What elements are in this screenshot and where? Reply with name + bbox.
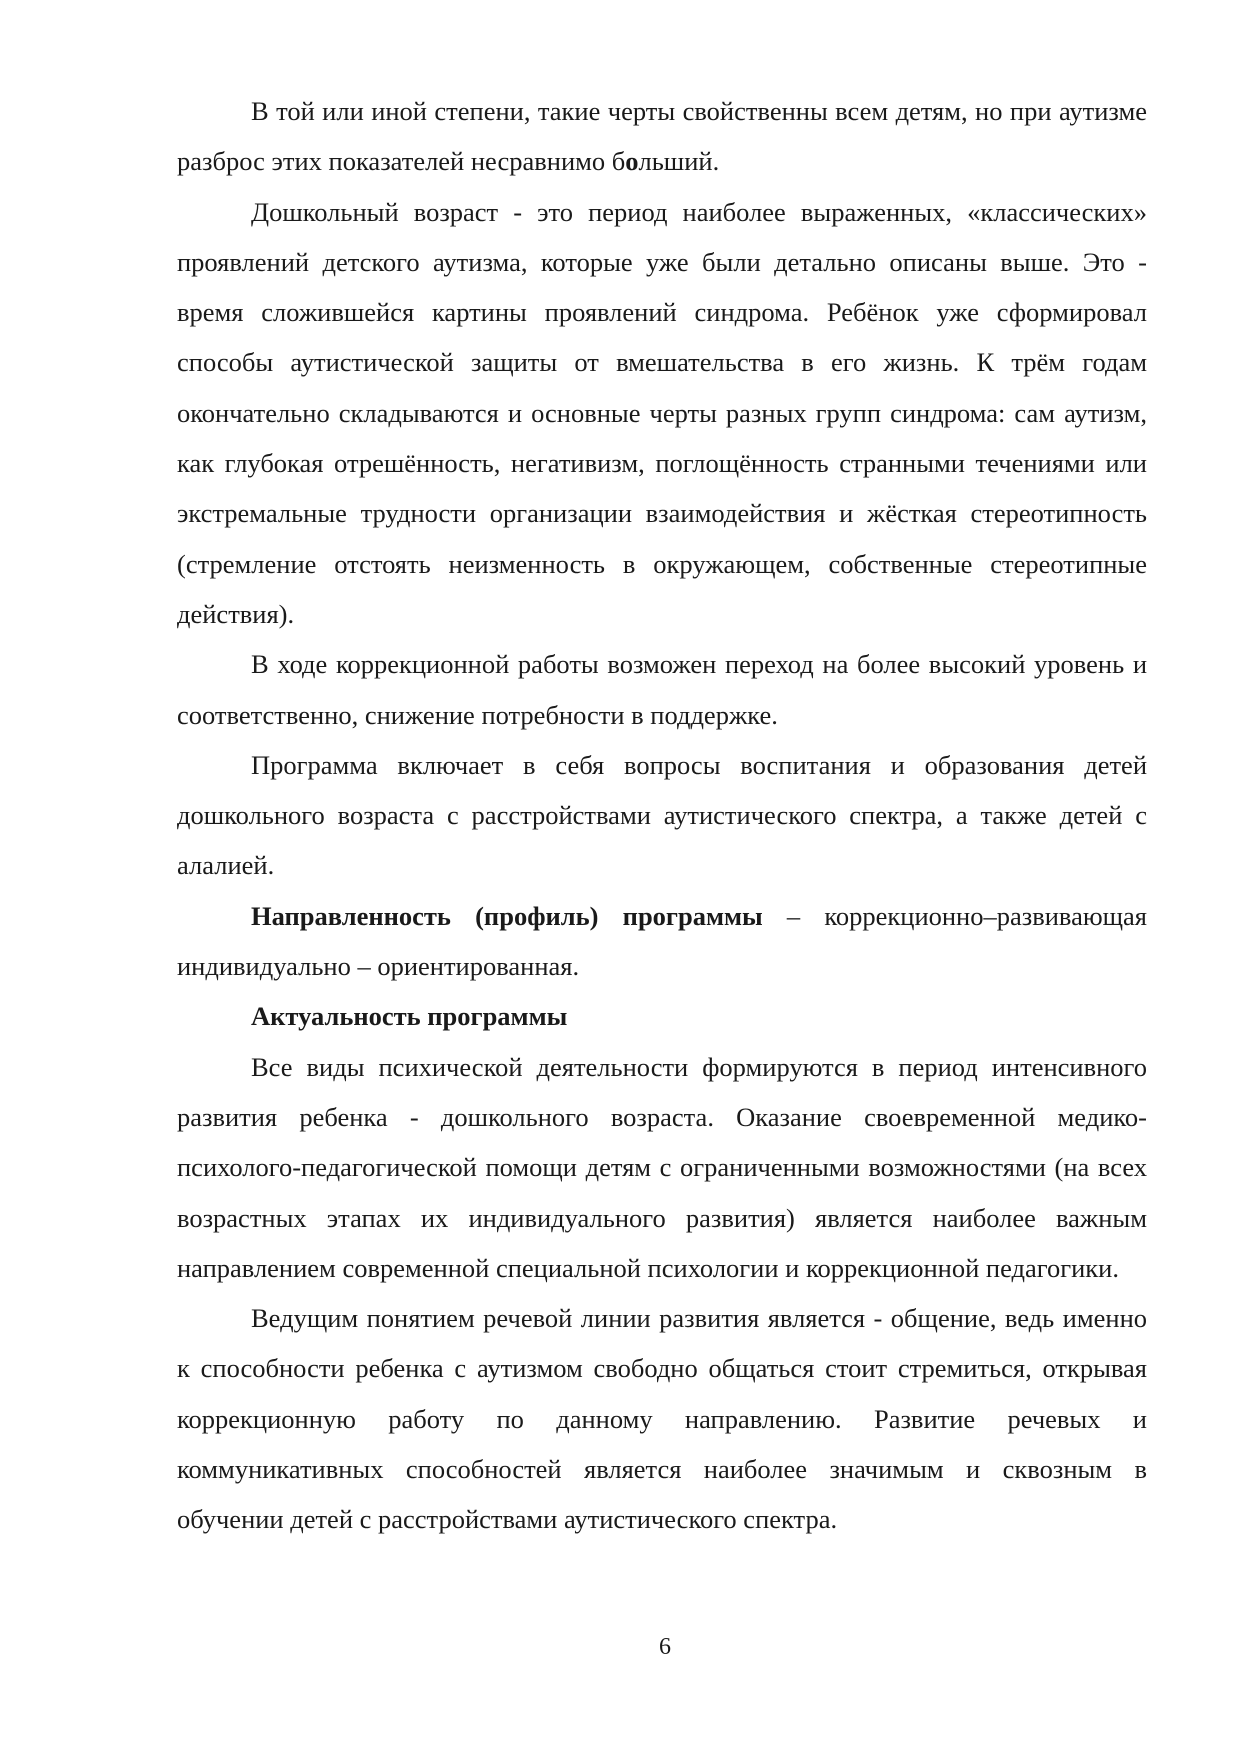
program-direction-text: – коррекционно–развивающая индивидуально – ориентированная. <box>177 900 1147 982</box>
paragraph-6: Все виды психической деятельности формируются в период интенсивного развития ребенка - дошкольного возраста. Оказание своевременной медико-психолого-педагогической помощи детям с ограниченными возможностями (на всех возрастных этапах их индивидуального развития) является наиболее важным направлением современной специальной психологии и коррекционной педагогики. <box>177 1051 1147 1283</box>
paragraph-3: В ходе коррекционной работы возможен переход на более высокий уровень и соответственно, снижение потребности в поддержке. <box>177 649 1147 730</box>
paragraph-2: Дошкольный возраст - это период наиболее выраженных, «классических» проявлений детского аутизма, которые уже были детально описаны выше. Это - время сложившейся картины проявлений синдрома. Ребёнок уже сформировал способы аутистической защиты от вмешательства в его жизнь. К трём годам окончательно складываются и основные черты разных групп синдрома: сам аутизм, как глубокая отрешённость, негативизм, поглощённость странными течениями или экстремальные трудности организации взаимодействия и жёсткая стереотипность (стремление отстоять неизменность в окружающем, собственные стереотипные действия). <box>177 196 1147 629</box>
paragraph-1-text-a: В той или иной степени, такие черты свойственны всем детям, но при аутизме разброс этих показателей несравнимо б <box>177 96 1147 177</box>
paragraph-1-text-c: льший. <box>638 146 720 177</box>
page-number: 6 <box>659 1634 671 1660</box>
document-page <box>177 86 1147 1545</box>
program-direction-label: Направленность (профиль) программы <box>251 900 763 931</box>
paragraph-1 <box>177 86 1147 187</box>
paragraph-4: Программа включает в себя вопросы воспитания и образования детей дошкольного возраста с расстройствами аутистического спектра, а также детей с алалией. <box>177 749 1147 881</box>
section-heading-actuality: Актуальность программы <box>251 1001 568 1032</box>
paragraph-5 <box>177 891 1147 992</box>
paragraph-7: Ведущим понятием речевой линии развития является - общение, ведь именно к способности ребенка с аутизмом свободно общаться стоит стремиться, открывая коррекционную работу по данному направлению. Развитие речевых и коммуникативных способностей является наиболее значимым и сквозным в обучении детей с расстройствами аутистического спектра. <box>177 1303 1147 1535</box>
paragraph-1-bold-letter: о <box>625 146 639 177</box>
